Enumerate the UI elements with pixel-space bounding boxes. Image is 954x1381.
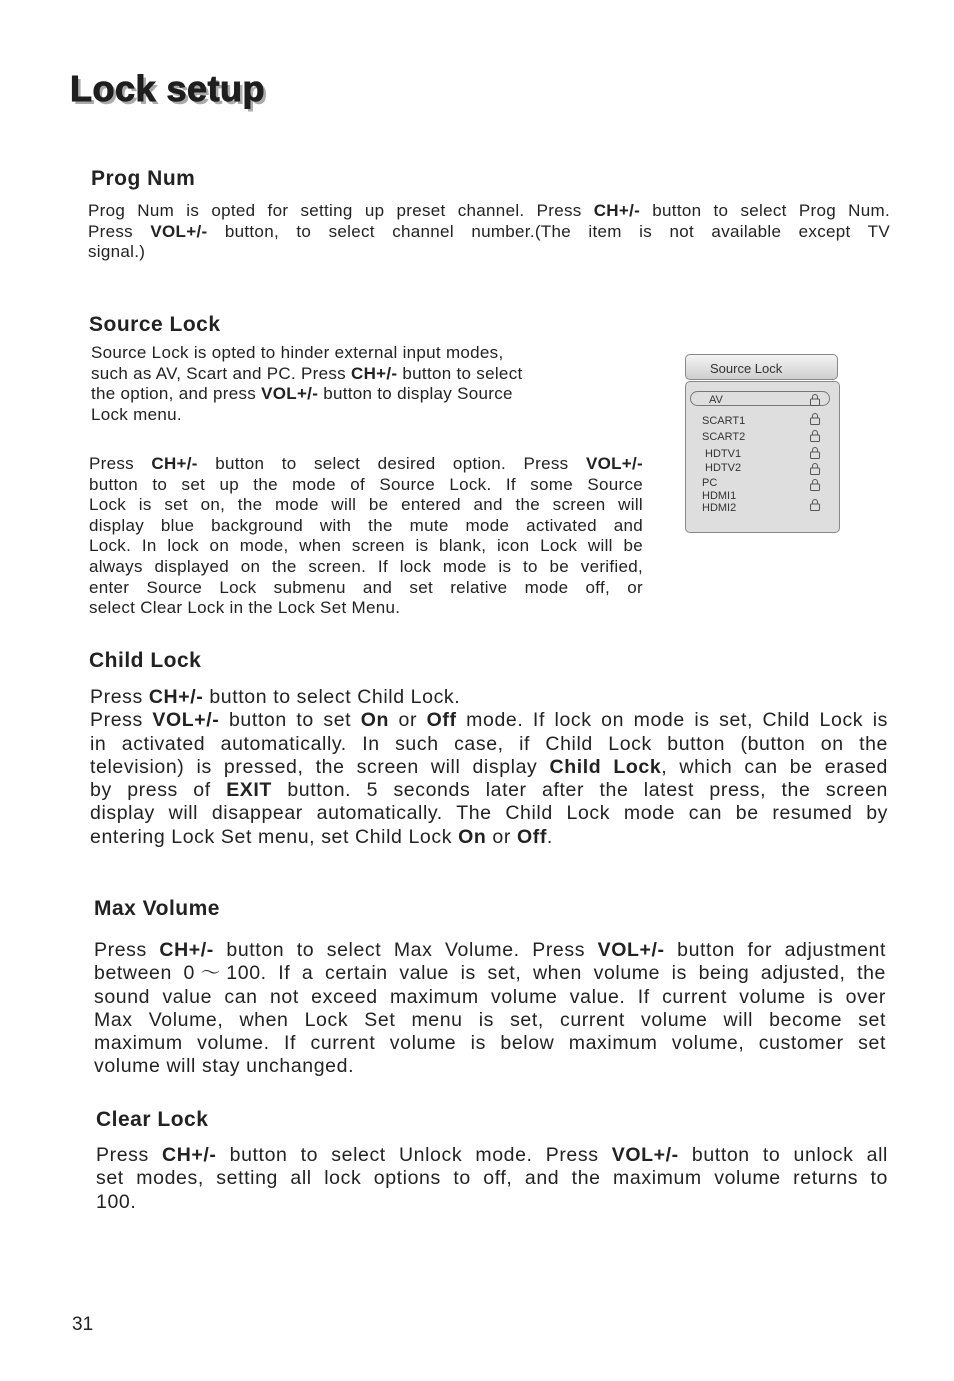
text-line: always displayed on the screen. If lock mode is to be verified, <box>89 556 643 576</box>
padlock-icon <box>810 478 820 491</box>
child-lock-label: Child Lock <box>549 755 662 778</box>
clear-lock-text <box>96 1144 888 1214</box>
padlock-icon <box>810 446 820 459</box>
text-line: in activated automatically. In such case, if Child Lock button (button on the <box>90 732 888 755</box>
text-run: button, to select channel number.(The item is not available except TV <box>207 221 890 241</box>
mode-on: On <box>458 825 487 848</box>
text-line: between 0～100. If a certain value is set, when volume is being adjusted, the <box>94 962 886 985</box>
text-line <box>88 201 890 222</box>
key-vol: VOL+/- <box>152 709 220 732</box>
menu-item-pc[interactable]: PC <box>702 477 718 489</box>
text-line <box>90 756 888 779</box>
text-line: maximum volume. If current volume is below maximum volume, customer set <box>94 1032 886 1055</box>
prog-num-text <box>88 201 890 263</box>
text-line: button to set up the mode of Source Lock. If some Source <box>89 474 643 494</box>
padlock-icon <box>810 498 820 511</box>
text-line: enter Source Lock submenu and set relative mode off, or <box>89 577 643 597</box>
text-run: Press <box>88 221 151 241</box>
text-run: , which can be erased <box>661 755 888 778</box>
text-run: button to set <box>219 709 361 732</box>
source-lock-menu <box>685 354 840 534</box>
text-line <box>90 779 888 802</box>
text-run: such as AV, Scart and PC. Press <box>91 363 352 383</box>
key-ch: CH+/- <box>351 363 398 383</box>
text-run: button to select Prog Num. <box>640 201 890 220</box>
key-vol: VOL+/- <box>585 454 643 473</box>
text-line <box>90 709 888 732</box>
menu-header <box>685 354 838 380</box>
text-line: Source Lock is opted to hinder external input modes, <box>91 343 504 362</box>
text-run: button for adjustment <box>664 939 886 961</box>
key-ch: CH+/- <box>159 939 214 961</box>
padlock-icon <box>810 393 820 406</box>
text-line: display will disappear automatically. The Child Lock mode can be resumed by <box>90 802 888 825</box>
text-run: . <box>546 825 553 848</box>
text-run: mode. If lock on mode is set, Child Lock is <box>456 709 888 732</box>
prog-num-heading: Prog Num <box>91 167 196 190</box>
text-line <box>89 454 643 475</box>
text-run: television) is pressed, the screen will display <box>90 755 550 778</box>
menu-item-hdtv2[interactable]: HDTV2 <box>705 462 742 474</box>
key-ch: CH+/- <box>593 201 641 220</box>
text-line <box>88 222 890 243</box>
source-lock-heading: Source Lock <box>89 313 221 336</box>
menu-item-hdmi1[interactable]: HDMI1 <box>702 490 737 502</box>
text-run: button to select Max Volume. Press <box>213 939 598 961</box>
child-lock-text <box>90 686 888 849</box>
text-line <box>96 1144 888 1167</box>
page-number: 31 <box>72 1314 94 1335</box>
key-ch: CH+/- <box>148 686 204 708</box>
menu-item-hdtv1[interactable]: HDTV1 <box>705 448 742 460</box>
text-line: sound value can not exceed maximum volume value. If current volume is over <box>94 985 886 1008</box>
text-run: button to display Source <box>318 384 513 404</box>
text-run: the option, and press <box>91 384 262 404</box>
text-line <box>94 939 886 962</box>
text-run: button to unlock all <box>678 1144 888 1166</box>
text-line: display blue background with the mute mode activated and <box>89 515 643 535</box>
text-line: set modes, setting all lock options to off, and the maximum volume returns to <box>96 1167 888 1190</box>
mode-on: On <box>360 709 389 732</box>
max-volume-text <box>94 939 886 1079</box>
text-run: button. 5 seconds later after the latest press, the screen <box>271 779 888 802</box>
max-volume-heading: Max Volume <box>94 897 220 920</box>
text-line <box>90 686 888 709</box>
mode-off: Off <box>516 825 547 848</box>
source-lock-intro <box>91 343 591 425</box>
key-exit: EXIT <box>226 779 272 802</box>
text-line: Lock is set on, the mode will be entered and the screen will <box>89 495 643 515</box>
text-run: entering Lock Set menu, set Child Lock <box>90 825 459 848</box>
text-run: Press <box>90 709 153 732</box>
padlock-icon <box>810 429 820 442</box>
padlock-icon <box>810 412 820 425</box>
source-lock-details <box>89 454 643 619</box>
text-run: Press <box>94 939 160 961</box>
padlock-icon <box>810 462 820 475</box>
clear-lock-heading: Clear Lock <box>96 1108 209 1131</box>
text-run: by press of <box>90 779 227 802</box>
key-vol: VOL+/- <box>261 384 319 404</box>
text-line: Lock menu. <box>91 404 182 424</box>
text-run: button to select desired option. Press <box>197 454 586 473</box>
text-run: or <box>486 825 517 848</box>
text-line <box>91 384 591 405</box>
key-vol: VOL+/- <box>611 1144 679 1166</box>
text-run: Press <box>90 686 149 708</box>
menu-item-hdmi2[interactable]: HDMI2 <box>702 502 737 514</box>
text-line <box>90 826 888 849</box>
text-run: Press <box>89 454 152 473</box>
text-run: button to select Unlock mode. Press <box>216 1144 612 1166</box>
text-run: Prog Num is opted for setting up preset channel. Press <box>88 201 594 220</box>
key-ch: CH+/- <box>162 1144 217 1166</box>
mode-off: Off <box>426 709 457 732</box>
menu-item-av[interactable]: AV <box>709 394 723 406</box>
text-line: signal.) <box>88 242 146 262</box>
text-run: button to select Child Lock. <box>203 686 461 708</box>
child-lock-heading: Child Lock <box>89 649 202 672</box>
menu-item-scart1[interactable]: SCART1 <box>702 415 746 427</box>
menu-item-scart2[interactable]: SCART2 <box>702 431 746 443</box>
text-run: or <box>389 709 427 732</box>
text-line: Max Volume, when Lock Set menu is set, current volume will become set <box>94 1008 886 1031</box>
menu-body <box>685 381 840 533</box>
text-line: Lock. In lock on mode, when screen is blank, icon Lock will be <box>89 536 643 556</box>
text-line: select Clear Lock in the Lock Set Menu. <box>89 598 401 618</box>
page-title: Lock setup <box>70 68 266 109</box>
text-line: 100. <box>96 1190 137 1213</box>
text-run: button to select <box>397 363 523 383</box>
key-ch: CH+/- <box>151 454 198 473</box>
text-line: volume will stay unchanged. <box>94 1055 355 1078</box>
menu-header-label: Source Lock <box>710 361 783 376</box>
key-vol: VOL+/- <box>150 221 208 241</box>
text-run: Press <box>96 1144 163 1166</box>
text-line <box>91 364 591 385</box>
key-vol: VOL+/- <box>597 939 665 961</box>
